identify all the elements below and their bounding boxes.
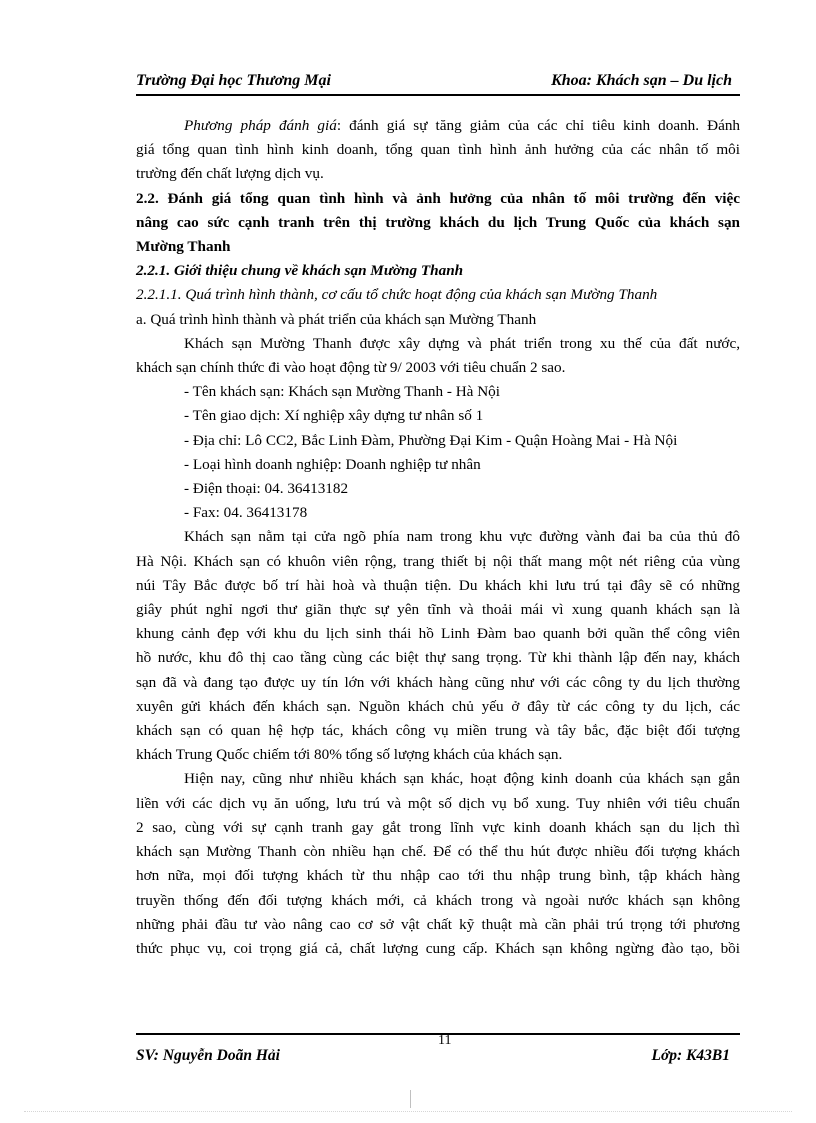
method-label: Phương pháp đánh giá xyxy=(184,117,337,134)
location-line: Khách sạn nằm tại cửa ngõ phía nam trong khu vực đường vành đai ba của thủ đô xyxy=(184,528,740,546)
heading-2-2-line-3: Mường Thanh xyxy=(136,238,231,256)
current-state-line: khách sạn Mường Thanh còn nhiều hạn chế. Để có thể thu hút được nhiều đối tượng khách xyxy=(136,843,740,861)
location-line: Hà Nội. Khách sạn có khuôn viên rộng, trang thiết bị nội thất mang một nét riêng của vùng xyxy=(136,552,740,570)
heading-2-2-1-1: 2.2.1.1. Quá trình hình thành, cơ cấu tổ chức hoạt động của khách sạn Mường Thanh xyxy=(136,286,658,304)
method-text-3: trường đến chất lượng dịch vụ. xyxy=(136,165,324,183)
intro-line-1: Khách sạn Mường Thanh được xây dựng và phát triển trong xu thế của đất nước, xyxy=(184,334,740,352)
info-item-fax: - Fax: 04. 36413178 xyxy=(184,504,308,522)
page-number: 11 xyxy=(438,1033,452,1048)
info-item-address: - Địa chỉ: Lô CC2, Bắc Linh Đàm, Phường Đại Kim - Quận Hoàng Mai - Hà Nội xyxy=(184,431,678,449)
document-body xyxy=(136,114,740,961)
current-state-line: liền với các dịch vụ ăn uống, lưu trú và một số dịch vụ bổ xung. Tuy nhiên với tiêu chuẩn xyxy=(136,794,740,812)
footer-class: Lớp: K43B1 xyxy=(651,1047,730,1064)
page-footer xyxy=(136,1033,740,1064)
method-text-1: : đánh giá sự tăng giảm của các chỉ tiêu kinh doanh. Đánh xyxy=(336,117,741,134)
heading-2-2-line-2: nâng cao sức cạnh tranh trên thị trường khách du lịch Trung Quốc của khách sạn xyxy=(136,213,740,231)
location-line: khách sạn có quan hệ hợp tác, khách công vụ miền trung và tây bắc, đặc biệt đối tượng xyxy=(136,722,740,740)
location-line: núi Tây Bắc được bố trí hài hoà và thuận tiện. Du khách khi lưu trú tại đây sẽ có những xyxy=(136,576,740,594)
page-corner-mark xyxy=(410,1090,411,1108)
current-state-line: truyền thống đến đối tượng khách mới, cả khách trong và ngoài nước khách sạn không xyxy=(136,891,740,909)
footer-student: SV: Nguyễn Doãn Hải xyxy=(136,1047,280,1064)
page-header xyxy=(136,72,740,92)
location-line: xuyên gửi khách đến khách sạn. Nguồn khách chủ yếu ở đây từ các công ty du lịch, các xyxy=(136,697,740,715)
method-text-2: giá tổng quan tình hình kinh doanh, tổng quan tình hình ảnh hưởng của các nhân tố môi xyxy=(136,141,740,159)
heading-2-2-1: 2.2.1. Giới thiệu chung về khách sạn Mường Thanh xyxy=(136,262,464,280)
info-item-business-type: - Loại hình doanh nghiệp: Doanh nghiệp tư nhân xyxy=(184,455,481,473)
current-state-line: những phải đầu tư vào nâng cao cơ sở vật chất kỹ thuật mà cần phải trú trọng tới phương xyxy=(136,915,740,933)
current-state-line: Hiện nay, cũng như nhiều khách sạn khác, hoạt động kinh doanh của khách sạn gắn xyxy=(184,770,740,788)
subheading-a: a. Quá trình hình thành và phát triển của khách sạn Mường Thanh xyxy=(136,310,537,328)
heading-2-2-line-1: 2.2. Đánh giá tổng quan tình hình và ảnh hưởng của nhân tố môi trường đến việc xyxy=(136,189,740,207)
info-item-name: - Tên khách sạn: Khách sạn Mường Thanh - Hà Nội xyxy=(184,383,501,401)
current-state-line: 2 sao, cùng với sự cạnh tranh gay gắt trong lĩnh vực kinh doanh khách sạn du lịch thì xyxy=(136,818,740,836)
location-line: khung cảnh đẹp với khu du lịch sinh thái hồ Linh Đàm bao quanh bởi quần thể công viên xyxy=(136,625,740,643)
current-state-line: hơn nữa, mọi đối tượng khách từ thu nhập cao tới thu nhập trung bình, tập khách hàng xyxy=(136,867,740,885)
paragraph-method xyxy=(136,114,740,138)
location-line: sạn đã và đang tạo được uy tín lớn với khách hàng cũng như với các công ty du lịch thường xyxy=(136,673,740,691)
header-university: Trường Đại học Thương Mại xyxy=(136,72,331,89)
location-line: hồ nước, khu đô thị cao tầng cùng các biệt thự sang trọng. Từ khi thành lập đến nay, khách xyxy=(136,649,740,667)
intro-line-2: khách sạn chính thức đi vào hoạt động từ 9/ 2003 với tiêu chuẩn 2 sao. xyxy=(136,359,566,377)
header-rule xyxy=(136,94,740,96)
header-faculty: Khoa: Khách sạn – Du lịch xyxy=(551,72,732,89)
current-state-line: thức phục vụ, coi trọng giá cả, chất lượng cung cấp. Khách sạn không ngừng đào tạo, bồi xyxy=(136,939,740,957)
info-item-trade-name: - Tên giao dịch: Xí nghiệp xây dựng tư nhân số 1 xyxy=(184,407,484,425)
info-item-phone: - Điện thoại: 04. 36413182 xyxy=(184,480,349,498)
location-line: giây phút nghỉ ngơi thư giãn thực sự yên tĩnh và thoải mái vì xung quanh khách sạn là xyxy=(136,601,740,619)
location-line: khách Trung Quốc chiếm tới 80% tổng số lượng khách của khách sạn. xyxy=(136,746,563,764)
page-bottom-border xyxy=(24,1111,792,1112)
